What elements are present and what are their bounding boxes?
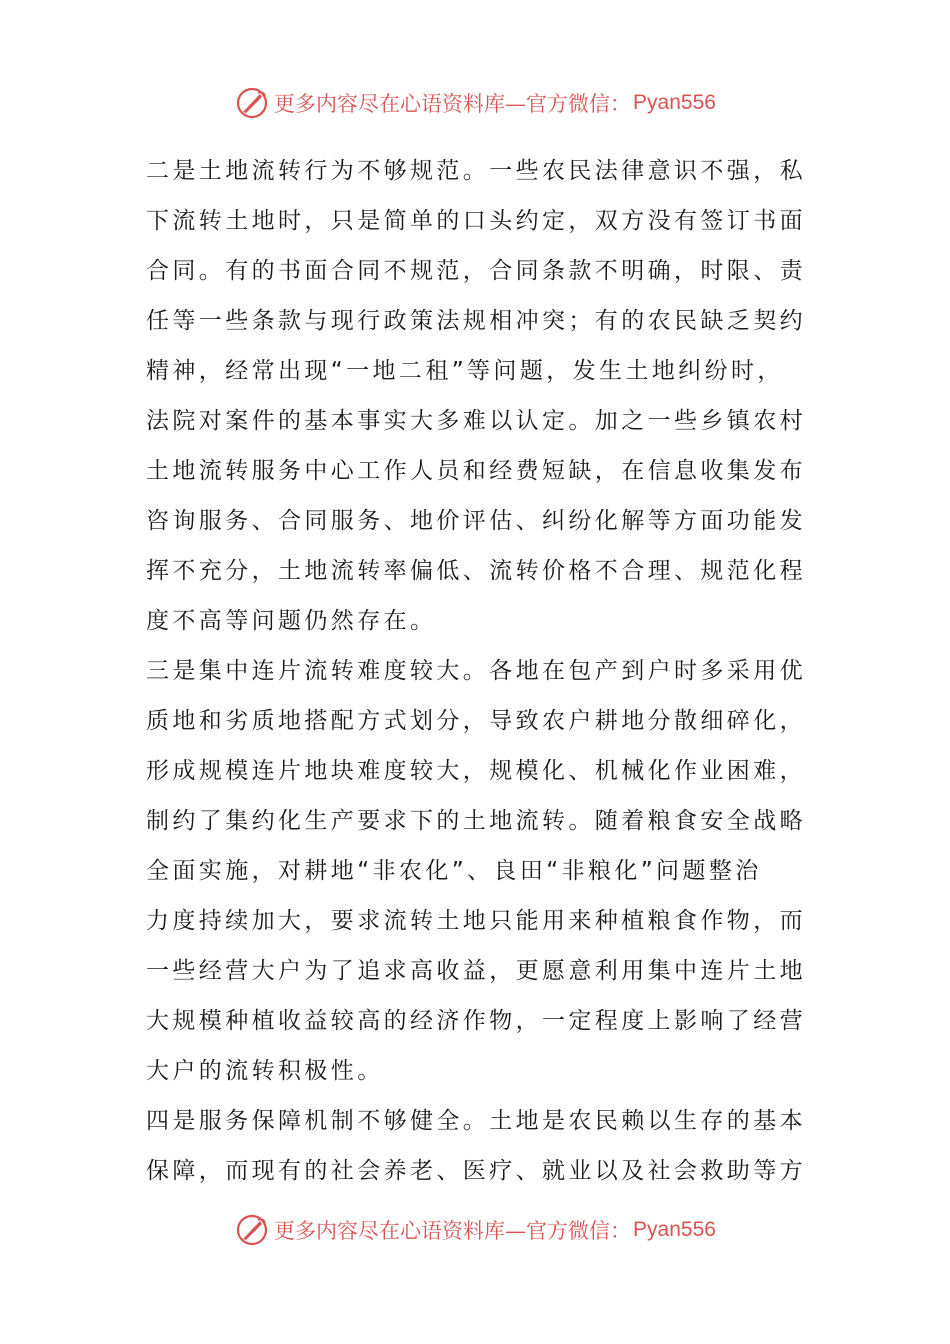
- text-line: 挥不充分，土地流转率偏低、流转价格不合理、规范化程: [146, 558, 806, 584]
- text-line: 精神，经常出现“一地二租”等问题，发生土地纠纷时，: [146, 358, 784, 384]
- header-wechat-id: Pyan556: [633, 91, 716, 114]
- text-line: 下流转土地时，只是简单的口头约定，双方没有签订书面: [146, 208, 806, 234]
- text-line: 咨询服务、合同服务、地价评估、纠纷化解等方面功能发: [146, 508, 806, 534]
- text-line: 大户的流转积极性。: [146, 1058, 384, 1084]
- quill-logo-icon: [234, 1212, 270, 1248]
- footer-banner: [0, 1210, 950, 1250]
- text-line: 土地流转服务中心工作人员和经费短缺，在信息收集发布: [146, 458, 806, 484]
- text-line: 力度持续加大，要求流转土地只能用来种植粮食作物，而: [146, 908, 806, 934]
- text-line: 合同。有的书面合同不规范，合同条款不明确，时限、责: [146, 258, 806, 284]
- text-line: 保障，而现有的社会养老、医疗、就业以及社会救助等方: [146, 1158, 806, 1184]
- text-line: 三是集中连片流转难度较大。各地在包产到户时多采用优: [146, 658, 806, 684]
- header-slogan: 更多内容尽在心语资料库—官方微信：: [274, 92, 632, 116]
- text-line: 质地和劣质地搭配方式划分，导致农户耕地分散细碎化，: [146, 708, 806, 734]
- text-line: 任等一些条款与现行政策法规相冲突；有的农民缺乏契约: [146, 308, 806, 334]
- footer-wechat-id: Pyan556: [633, 1218, 716, 1241]
- text-line: 一些经营大户为了追求高收益，更愿意利用集中连片土地: [146, 958, 806, 984]
- footer-slogan: 更多内容尽在心语资料库—官方微信：: [274, 1219, 632, 1243]
- text-line: 全面实施，对耕地“非农化”、良田“非粮化”问题整治: [146, 858, 762, 884]
- header-banner: [0, 83, 950, 123]
- text-line: 法院对案件的基本事实大多难以认定。加之一些乡镇农村: [146, 408, 806, 434]
- text-line: 二是土地流转行为不够规范。一些农民法律意识不强，私: [146, 158, 806, 184]
- text-line: 度不高等问题仍然存在。: [146, 608, 437, 634]
- document-body: [146, 146, 806, 1196]
- text-line: 制约了集约化生产要求下的土地流转。随着粮食安全战略: [146, 808, 806, 834]
- text-line: 大规模种植收益较高的经济作物，一定程度上影响了经营: [146, 1008, 806, 1034]
- quill-logo-icon: [234, 85, 270, 121]
- text-line: 形成规模连片地块难度较大，规模化、机械化作业困难，: [146, 758, 806, 784]
- text-line: 四是服务保障机制不够健全。土地是农民赖以生存的基本: [146, 1108, 806, 1134]
